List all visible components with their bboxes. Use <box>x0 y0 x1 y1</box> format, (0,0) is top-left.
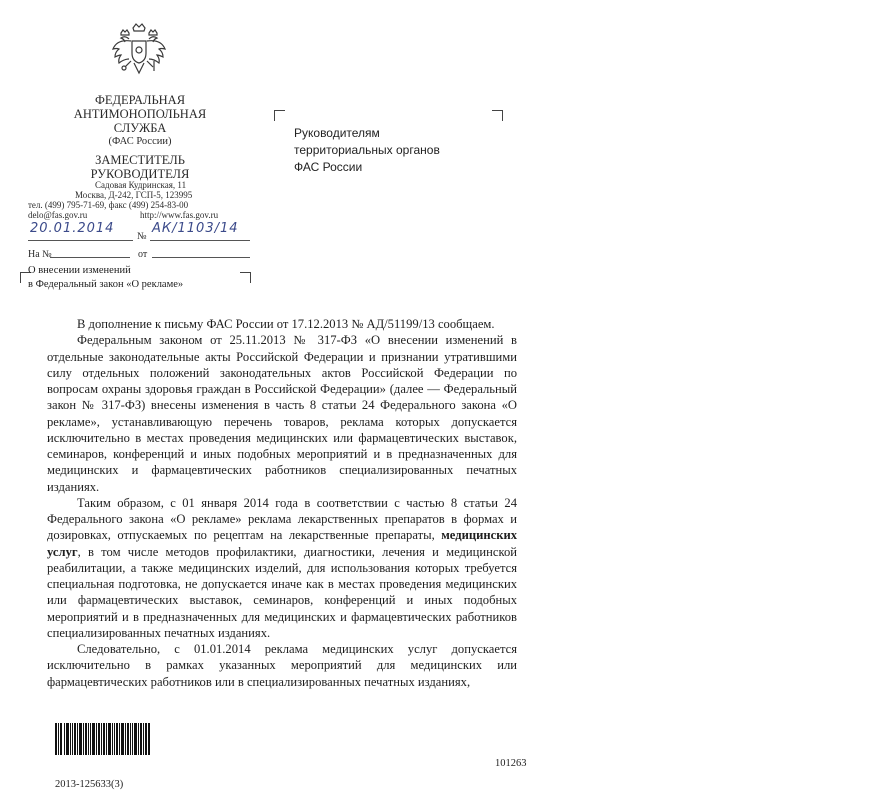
org-name <box>60 93 220 149</box>
ref-from-label: от <box>138 249 148 260</box>
registration-number: 2013-125633(3) <box>55 779 124 790</box>
date-value: 20.01.2014 <box>30 221 115 236</box>
org-line-2: АНТИМОНОПОЛЬНАЯ <box>73 107 207 121</box>
org-line-1: ФЕДЕРАЛЬНАЯ <box>94 93 186 107</box>
paragraph-4: Следовательно, с 01.01.2014 реклама медицинских услуг допускается исключительно в рамках указанных мероприятий для медицинских или фармацевтических работников или в специализированных печатных изданиях, <box>47 642 517 689</box>
website: http://www.fas.gov.ru <box>140 210 219 220</box>
org-line-3: СЛУЖБА <box>113 121 167 135</box>
document-number: 101263 <box>495 758 527 769</box>
paragraph-3 <box>47 495 517 641</box>
subject-line-2: в Федеральный закон «О рекламе» <box>28 279 184 290</box>
org-line-4: (ФАС России) <box>108 136 172 147</box>
paragraph-1: В дополнение к письму ФАС России от 17.12.2013 № АД/51199/13 сообщаем. <box>77 317 495 331</box>
ref-date-field <box>152 245 250 258</box>
subject <box>28 264 183 292</box>
barcode-icon <box>55 723 150 755</box>
addressee-line-2: территориальных органов <box>294 143 440 157</box>
email: delo@fas.gov.ru <box>28 210 88 220</box>
russian-eagle-emblem-icon <box>107 19 171 83</box>
addressee-line-1: Руководителям <box>294 126 380 140</box>
number-value: АК/1103/14 <box>152 221 239 236</box>
paragraph-3-bold: медицинских услуг <box>47 528 517 559</box>
position-line-1: ЗАМЕСТИТЕЛЬ <box>95 153 185 167</box>
addressee-corner-left <box>274 110 285 121</box>
addressee <box>294 125 440 176</box>
number-label: № <box>137 231 147 242</box>
position-title <box>60 153 220 181</box>
address-line-2: Москва, Д-242, ГСП-5, 123995 <box>75 190 193 200</box>
paragraph-3-part-2: , в том числе методов профилактики, диагностики, лечения и медицинской реабилитации, а также медицинских изделий, для использования которых требуется специальная подготовка, не допускается иначе как в местах проведения медицинских или фармацевтических выставок, семинаров, конференций и иных подобных мероприятий и в предназначенных для медицинских и фармацевтических работников специализированных печатных изданиях. <box>47 544 517 640</box>
ref-label: На № <box>28 249 52 260</box>
phone-line: тел. (499) 795-71-69, факс (499) 254-83-00 <box>28 200 189 210</box>
subject-corner-right <box>240 272 251 283</box>
addressee-corner-right <box>492 110 503 121</box>
ref-number-field <box>50 245 130 258</box>
paragraph-2: Федеральным законом от 25.11.2013 № 317-ФЗ «О внесении изменений в отдельные законодательные акты Российской Федерации и признании утратившими силу отдельных положений законодательных актов Российской Федерации по вопросам охраны здоровья граждан в Российской Федерации» (далее — Федеральный закон № 317-ФЗ) внесены изменения в часть 8 статьи 24 Федерального закона «О рекламе», устанавливающую перечень товаров, реклама которых допускается исключительно в местах проведения медицинских или фармацевтических выставок, семинаров, конференций и иных подобных мероприятий и в предназначенных для медицинских и фармацевтических работников специализированных печатных изданиях. <box>47 333 517 494</box>
subject-line-1: О внесении изменений <box>28 265 131 276</box>
position-line-2: РУКОВОДИТЕЛЯ <box>90 167 190 181</box>
letter-body <box>47 316 517 690</box>
paragraph-3-part-1: Таким образом, с 01 января 2014 года в соответствии с частью 8 статьи 24 Федерального закона «О рекламе» реклама лекарственных препаратов в формах и дозировках, отпускаемых по рецептам на лекарственные препараты, <box>47 495 517 543</box>
address-line-1: Садовая Кудринская, 11 <box>95 180 187 190</box>
addressee-line-3: ФАС России <box>294 160 363 174</box>
